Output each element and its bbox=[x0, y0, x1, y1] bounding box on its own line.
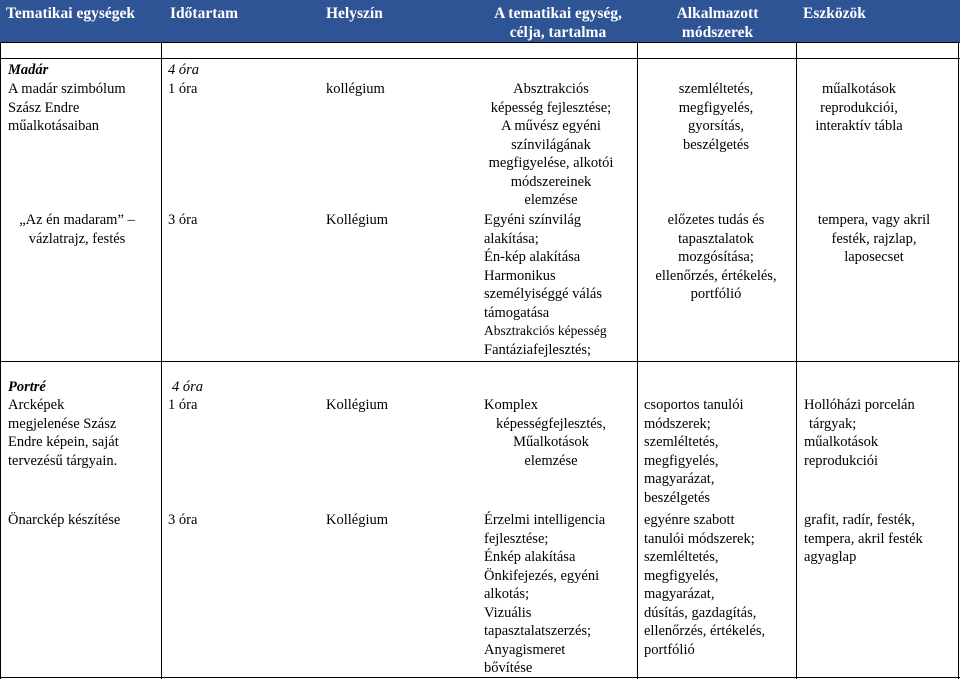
topic-cell: Érzelmi intelligencia fejlesztése; Énkép alakítása Önkifejezés, egyéni alkotás; Vizuális tapasztalatszerzés; Anyagismeret bővítése bbox=[484, 512, 606, 676]
unit-portre-selfportrait: Önarckép készítése bbox=[8, 512, 121, 528]
duration-cell: 1 óra bbox=[168, 397, 198, 413]
header-units: Tematikai egységek bbox=[6, 5, 136, 22]
unit-portre-portraits: Arcképek megjelenése Szász Endre képein, saját tervezésű tárgyain. bbox=[8, 397, 119, 469]
header-methods bbox=[640, 0, 795, 42]
topic-cell: Absztrakciós képesség fejlesztése; A művész egyéni színvilágának megfigyelése, alkotói módszereinek elemzése bbox=[488, 81, 614, 208]
duration-cell: 3 óra bbox=[168, 512, 198, 528]
methods-cell: szemléltetés, megfigyelés, gyorsítás, beszélgetés bbox=[678, 81, 754, 153]
section-total-madar: 4 óra bbox=[168, 62, 200, 78]
methods-cell: egyénre szabott tanulói módszerek; szemléltetés, megfigyelés, magyarázat, dúsítás, gazdagítás, ellenőrzés, értékelés, portfólió bbox=[644, 512, 766, 658]
location-cell: Kollégium bbox=[326, 212, 389, 228]
location-cell: Kollégium bbox=[326, 512, 389, 528]
tools-cell: grafit, radír, festék, tempera, akril festék agyaglap bbox=[804, 512, 923, 565]
table-divider bbox=[0, 42, 960, 43]
header-location: Helyszín bbox=[326, 5, 383, 22]
location-cell: Kollégium bbox=[326, 397, 389, 413]
header-tools: Eszközök bbox=[803, 5, 866, 22]
header-topic-line1: A tematikai egység, bbox=[494, 5, 622, 22]
section-title-portre: Portré bbox=[8, 379, 46, 395]
unit-madar-symbol: A madár szimbólum Szász Endre műalkotásaiban bbox=[8, 81, 126, 134]
topic-cell: Egyéni színvilág alakítása; Én-kép alakítása Harmonikus személyiséggé válás támogatása Absztrakciós képesség Fantáziafejlesztés; bbox=[484, 212, 607, 358]
table-divider bbox=[0, 361, 960, 362]
header-duration: Időtartam bbox=[170, 5, 239, 22]
table-divider bbox=[0, 58, 960, 59]
tools-cell: tempera, vagy akril festék, rajzlap, laposecset bbox=[817, 212, 931, 265]
header-topic bbox=[478, 0, 638, 42]
tools-cell: műalkotások reprodukciói, interaktív tábla bbox=[815, 81, 903, 134]
section-title-madar: Madár bbox=[8, 62, 49, 78]
header-methods-line1: Alkalmazott bbox=[676, 5, 759, 22]
header-topic-line2: célja, tartalma bbox=[509, 24, 607, 41]
duration-cell: 3 óra bbox=[168, 212, 198, 228]
header-methods-line2: módszerek bbox=[681, 24, 754, 41]
unit-madar-sketch: „Az én madaram” – vázlatrajz, festés bbox=[19, 212, 135, 247]
table-border-bottom bbox=[0, 677, 960, 678]
tools-cell: Hollóházi porcelán tárgyak; műalkotások reprodukciói bbox=[804, 397, 915, 469]
duration-cell: 1 óra bbox=[168, 81, 198, 97]
topic-cell: Komplex képességfejlesztés, Műalkotások elemzése bbox=[484, 397, 606, 469]
section-total-portre: 4 óra bbox=[172, 379, 204, 395]
table-header bbox=[0, 0, 960, 42]
location-cell: kollégium bbox=[326, 81, 385, 97]
methods-cell: előzetes tudás és tapasztalatok mozgósítása; ellenőrzés, értékelés, portfólió bbox=[655, 212, 777, 302]
methods-cell: csoportos tanulói módszerek; szemléltetés, megfigyelés, magyarázat, beszélgetés bbox=[644, 397, 744, 506]
